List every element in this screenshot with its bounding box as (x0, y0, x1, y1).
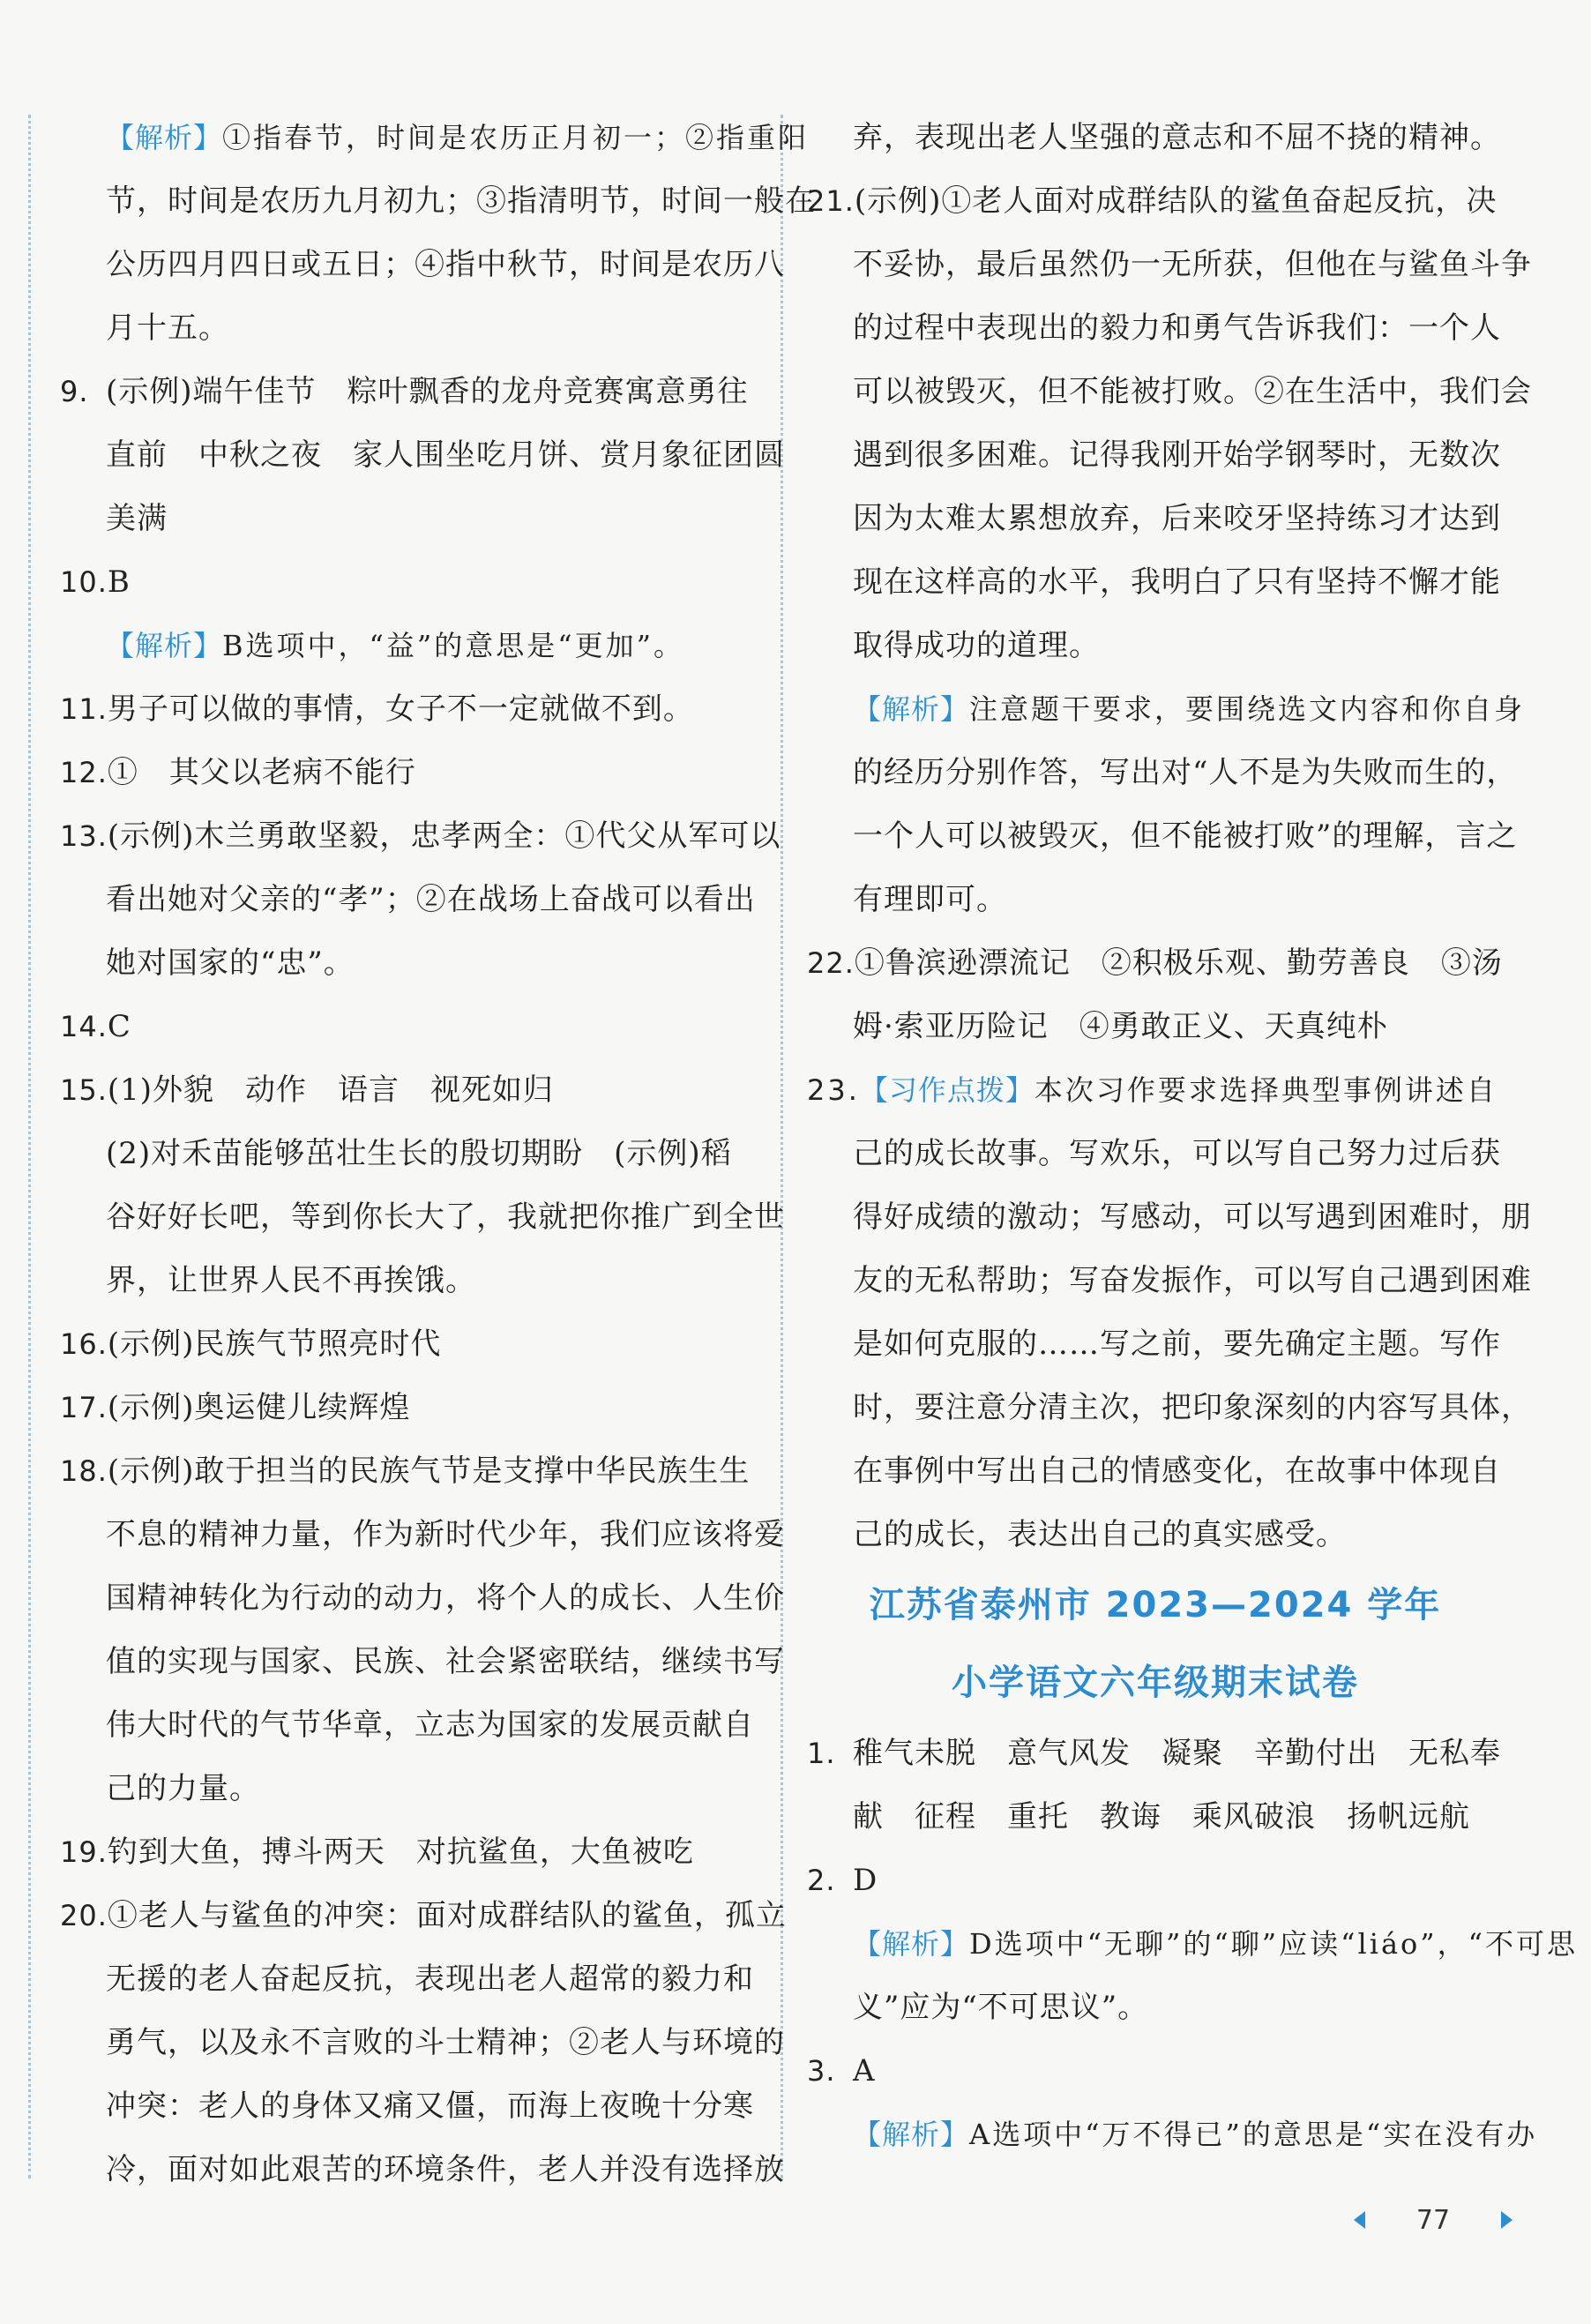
text-line (807, 1722, 1504, 1785)
question-number: 9. (60, 375, 89, 408)
right-column (807, 106, 1579, 2166)
question-number: 3. (807, 2054, 836, 2088)
line-text: (示例)木兰勇敢坚毅，忠孝两全：①代父从军可以 (107, 818, 781, 854)
line-text: 可以被毁灭，但不能被打败。②在生活中，我们会 (853, 374, 1532, 409)
line-text: 现在这样高的水平，我明白了只有坚持不懈才能 (853, 564, 1501, 600)
text-line (807, 1249, 1532, 1312)
text-line (60, 1947, 757, 2011)
text-line (60, 1376, 757, 1439)
line-text: 注意题干要求，要围绕选文内容和你自身 (969, 692, 1526, 726)
text-line (807, 233, 1532, 296)
analysis-tag: 【习作点拨】 (859, 1073, 1035, 1107)
text-line (807, 1912, 1579, 1976)
line-text: 无援的老人奋起反抗，表现出老人超常的毅力和 (106, 1962, 754, 1997)
text-line (60, 1185, 785, 1249)
analysis-tag: 【解析】 (106, 121, 223, 154)
line-text: 友的无私帮助；写奋发振作，可以写自己遇到困难 (853, 1263, 1532, 1298)
text-line (807, 1503, 1504, 1566)
text-line (807, 1376, 1532, 1439)
text-line (807, 360, 1532, 423)
line-text: 献 征程 重托 教诲 乘风破浪 扬帆远航 (853, 1799, 1470, 1835)
line-text: ①老人与鲨鱼的冲突：面对成群结队的鲨鱼，孤立 (107, 1898, 787, 1933)
text-line (60, 2138, 785, 2201)
text-line (807, 677, 1526, 741)
line-text: 的过程中表现出的毅力和勇气告诉我们：一个人 (853, 310, 1501, 346)
line-text: 己的成长故事。写欢乐，可以写自己努力过后获 (853, 1136, 1501, 1171)
text-line (807, 614, 1504, 677)
line-text: 月十五。 (106, 310, 229, 346)
text-line (807, 1122, 1504, 1185)
text-line (60, 1630, 785, 1693)
text-line (60, 423, 785, 487)
line-text: 己的成长，表达出自己的真实感受。 (853, 1517, 1347, 1552)
line-text: 勇气，以及永不言败的斗士精神；②老人与环境的 (106, 2025, 785, 2060)
line-text: 姆·索亚历险记 ④勇敢正义、天真纯朴 (853, 1009, 1388, 1044)
text-line (807, 169, 1504, 233)
text-line (60, 2074, 757, 2138)
line-text: 取得成功的道理。 (853, 628, 1100, 663)
line-text: 遇到很多困难。记得我刚开始学钢琴时，无数次 (853, 437, 1501, 473)
text-line (60, 169, 816, 233)
text-line (60, 804, 781, 868)
line-text: 男子可以做的事情，女子不一定就做不到。 (107, 691, 694, 727)
line-text: 得好成绩的激动；写感动，可以写遇到困难时，朋 (853, 1199, 1532, 1235)
text-line (807, 1185, 1532, 1249)
line-text: 不息的精神力量，作为新时代少年，我们应该将爱 (106, 1517, 785, 1552)
line-text: 己的力量。 (106, 1771, 260, 1806)
text-line (807, 487, 1504, 550)
line-text: C (107, 1009, 131, 1044)
question-number: 18. (60, 1454, 108, 1488)
line-text: 界，让世界人民不再挨饿。 (106, 1263, 476, 1298)
question-number: 15. (60, 1073, 108, 1107)
next-page-icon[interactable] (1501, 2211, 1513, 2229)
line-text: D (853, 1863, 878, 1898)
line-text: B (107, 564, 131, 600)
analysis-tag: 【解析】 (106, 629, 223, 662)
line-text: (示例)①老人面对成群结队的鲨鱼奋起反抗，决 (854, 183, 1498, 219)
page-number: 77 (1415, 2204, 1451, 2236)
question-number: 22. (807, 946, 855, 980)
line-text: 在事例中写出自己的情感变化，在故事中体现自 (853, 1453, 1501, 1489)
line-text: B选项中，“益”的意思是“更加”。 (222, 629, 684, 662)
line-text: 因为太难太累想放弃，后来咬牙坚持练习才达到 (853, 501, 1501, 536)
section-heading: 江苏省泰州市 2023—2024 学年 (869, 1585, 1442, 1625)
text-line (807, 741, 1518, 804)
previous-page-icon[interactable] (1354, 2211, 1365, 2229)
text-line (807, 804, 1518, 868)
left-column (60, 106, 816, 2201)
line-text: (1)外貌 动作 语言 视死如归 (107, 1072, 555, 1108)
text-line (60, 1884, 787, 1947)
text-line (60, 1312, 757, 1376)
text-line (807, 550, 1504, 614)
text-line (60, 1439, 757, 1503)
text-line (807, 423, 1504, 487)
text-line (60, 1566, 785, 1630)
line-text: 义”应为“不可思议”。 (853, 1990, 1149, 2025)
question-number: 11. (60, 692, 108, 726)
text-line (807, 1058, 1504, 1122)
line-text: 节，时间是农历九月初九；③指清明节，时间一般在 (106, 183, 816, 219)
question-number: 14. (60, 1010, 108, 1043)
text-line (807, 2039, 1504, 2103)
text-line (60, 487, 757, 550)
line-text: 她对国家的“忠”。 (106, 945, 355, 981)
section-heading: 小学语文六年级期末试卷 (952, 1663, 1359, 1703)
line-text: A (853, 2053, 876, 2089)
text-line (60, 1503, 785, 1566)
text-line (807, 995, 1504, 1058)
text-line (807, 1439, 1504, 1503)
question-number: 12. (60, 756, 108, 789)
line-text: (示例)民族气节照亮时代 (107, 1326, 442, 1362)
text-line (60, 931, 757, 995)
line-text: 公历四月四日或五日；④指中秋节，时间是农历八 (106, 247, 785, 282)
text-line (807, 2103, 1538, 2166)
question-number: 20. (60, 1899, 108, 1932)
text-line (60, 550, 757, 614)
line-text: 一个人可以被毁灭，但不能被打败”的理解，言之 (853, 818, 1518, 854)
text-line (60, 233, 785, 296)
text-line (60, 741, 757, 804)
question-number: 13. (60, 819, 108, 853)
line-text: 弃，表现出老人坚强的意志和不屈不挠的精神。 (853, 120, 1501, 155)
line-text: ① 其父以老病不能行 (107, 755, 416, 790)
text-line (807, 1785, 1504, 1849)
text-line (807, 931, 1504, 995)
line-text: 不妥协，最后虽然仍一无所获，但他在与鲨鱼斗争 (853, 247, 1532, 282)
text-line (60, 614, 757, 677)
text-line (60, 1122, 757, 1185)
line-text: 的经历分别作答，写出对“人不是为失败而生的， (853, 755, 1518, 790)
left-margin-rule (28, 115, 31, 2178)
page-navigation (1354, 2201, 1513, 2239)
line-text: 值的实现与国家、民族、社会紧密联结，继续书写 (106, 1644, 785, 1679)
line-text: 国精神转化为行动的动力，将个人的成长、人生价 (106, 1580, 785, 1616)
text-line (807, 1976, 1504, 2039)
line-text: 看出她对父亲的“孝”；②在战场上奋战可以看出 (106, 882, 756, 917)
line-text: 钓到大鱼，搏斗两天 对抗鲨鱼，大鱼被吃 (107, 1835, 694, 1870)
analysis-tag: 【解析】 (853, 692, 970, 726)
question-number: 17. (60, 1391, 108, 1424)
line-text: 谷好好长吧，等到你长大了，我就把你推广到全世 (106, 1199, 785, 1235)
line-text: 伟大时代的气节华章，立志为国家的发展贡献自 (106, 1708, 754, 1743)
line-text: 有理即可。 (853, 882, 1007, 917)
question-number: 21. (807, 184, 855, 218)
line-text: (示例)端午佳节 粽叶飘香的龙舟竞赛寓意勇往 (106, 374, 749, 409)
line-text: 是如何克服的……写之前，要先确定主题。写作 (853, 1326, 1501, 1362)
question-number: 10. (60, 565, 108, 599)
line-text: 美满 (106, 501, 168, 536)
text-line (60, 1058, 757, 1122)
text-line (60, 1820, 757, 1884)
text-line (60, 995, 757, 1058)
text-line (60, 677, 757, 741)
text-line (807, 296, 1504, 360)
text-line (60, 1757, 757, 1820)
line-text: ①指春节，时间是农历正月初一；②指重阳 (222, 121, 810, 154)
text-line (60, 1693, 757, 1757)
line-text: ①鲁滨逊漂流记 ②积极乐观、勤劳善良 ③汤 (854, 945, 1503, 981)
text-line (60, 360, 757, 423)
line-text: (2)对禾苗能够茁壮生长的殷切期盼 (示例)稻 (106, 1136, 732, 1171)
line-text: 稚气未脱 意气风发 凝聚 辛勤付出 无私奉 (853, 1736, 1501, 1771)
line-text: (示例)奥运健儿续辉煌 (107, 1390, 411, 1425)
line-text: 冷，面对如此艰苦的环境条件，老人并没有选择放 (106, 2152, 785, 2187)
text-line (807, 1312, 1504, 1376)
question-number: 19. (60, 1835, 108, 1869)
line-text: 直前 中秋之夜 家人围坐吃月饼、赏月象征团圆 (106, 437, 785, 473)
analysis-tag: 【解析】 (853, 2118, 970, 2151)
line-text: D选项中“无聊”的“聊”应读“liáo”，“不可思 (969, 1927, 1579, 1961)
question-number: 16. (60, 1327, 108, 1361)
text-line (60, 2011, 785, 2074)
text-line (807, 868, 1504, 931)
line-text: 本次习作要求选择典型事例讲述自 (1034, 1073, 1498, 1107)
question-number: 23. (807, 1073, 860, 1107)
analysis-tag: 【解析】 (853, 1927, 970, 1961)
line-text: 时，要注意分清主次，把印象深刻的内容写具体， (853, 1390, 1532, 1425)
line-text: (示例)敢于担当的民族气节是支撑中华民族生生 (107, 1453, 751, 1489)
text-line (60, 1249, 757, 1312)
text-line (807, 106, 1504, 169)
text-line (60, 296, 757, 360)
line-text: 冲突：老人的身体又痛又僵，而海上夜晚十分寒 (106, 2089, 754, 2124)
text-line (60, 868, 757, 931)
text-line (60, 106, 810, 169)
line-text: A选项中“万不得已”的意思是“实在没有办 (969, 2118, 1538, 2151)
text-line (807, 1849, 1504, 1912)
question-number: 1. (807, 1737, 836, 1770)
question-number: 2. (807, 1864, 836, 1897)
